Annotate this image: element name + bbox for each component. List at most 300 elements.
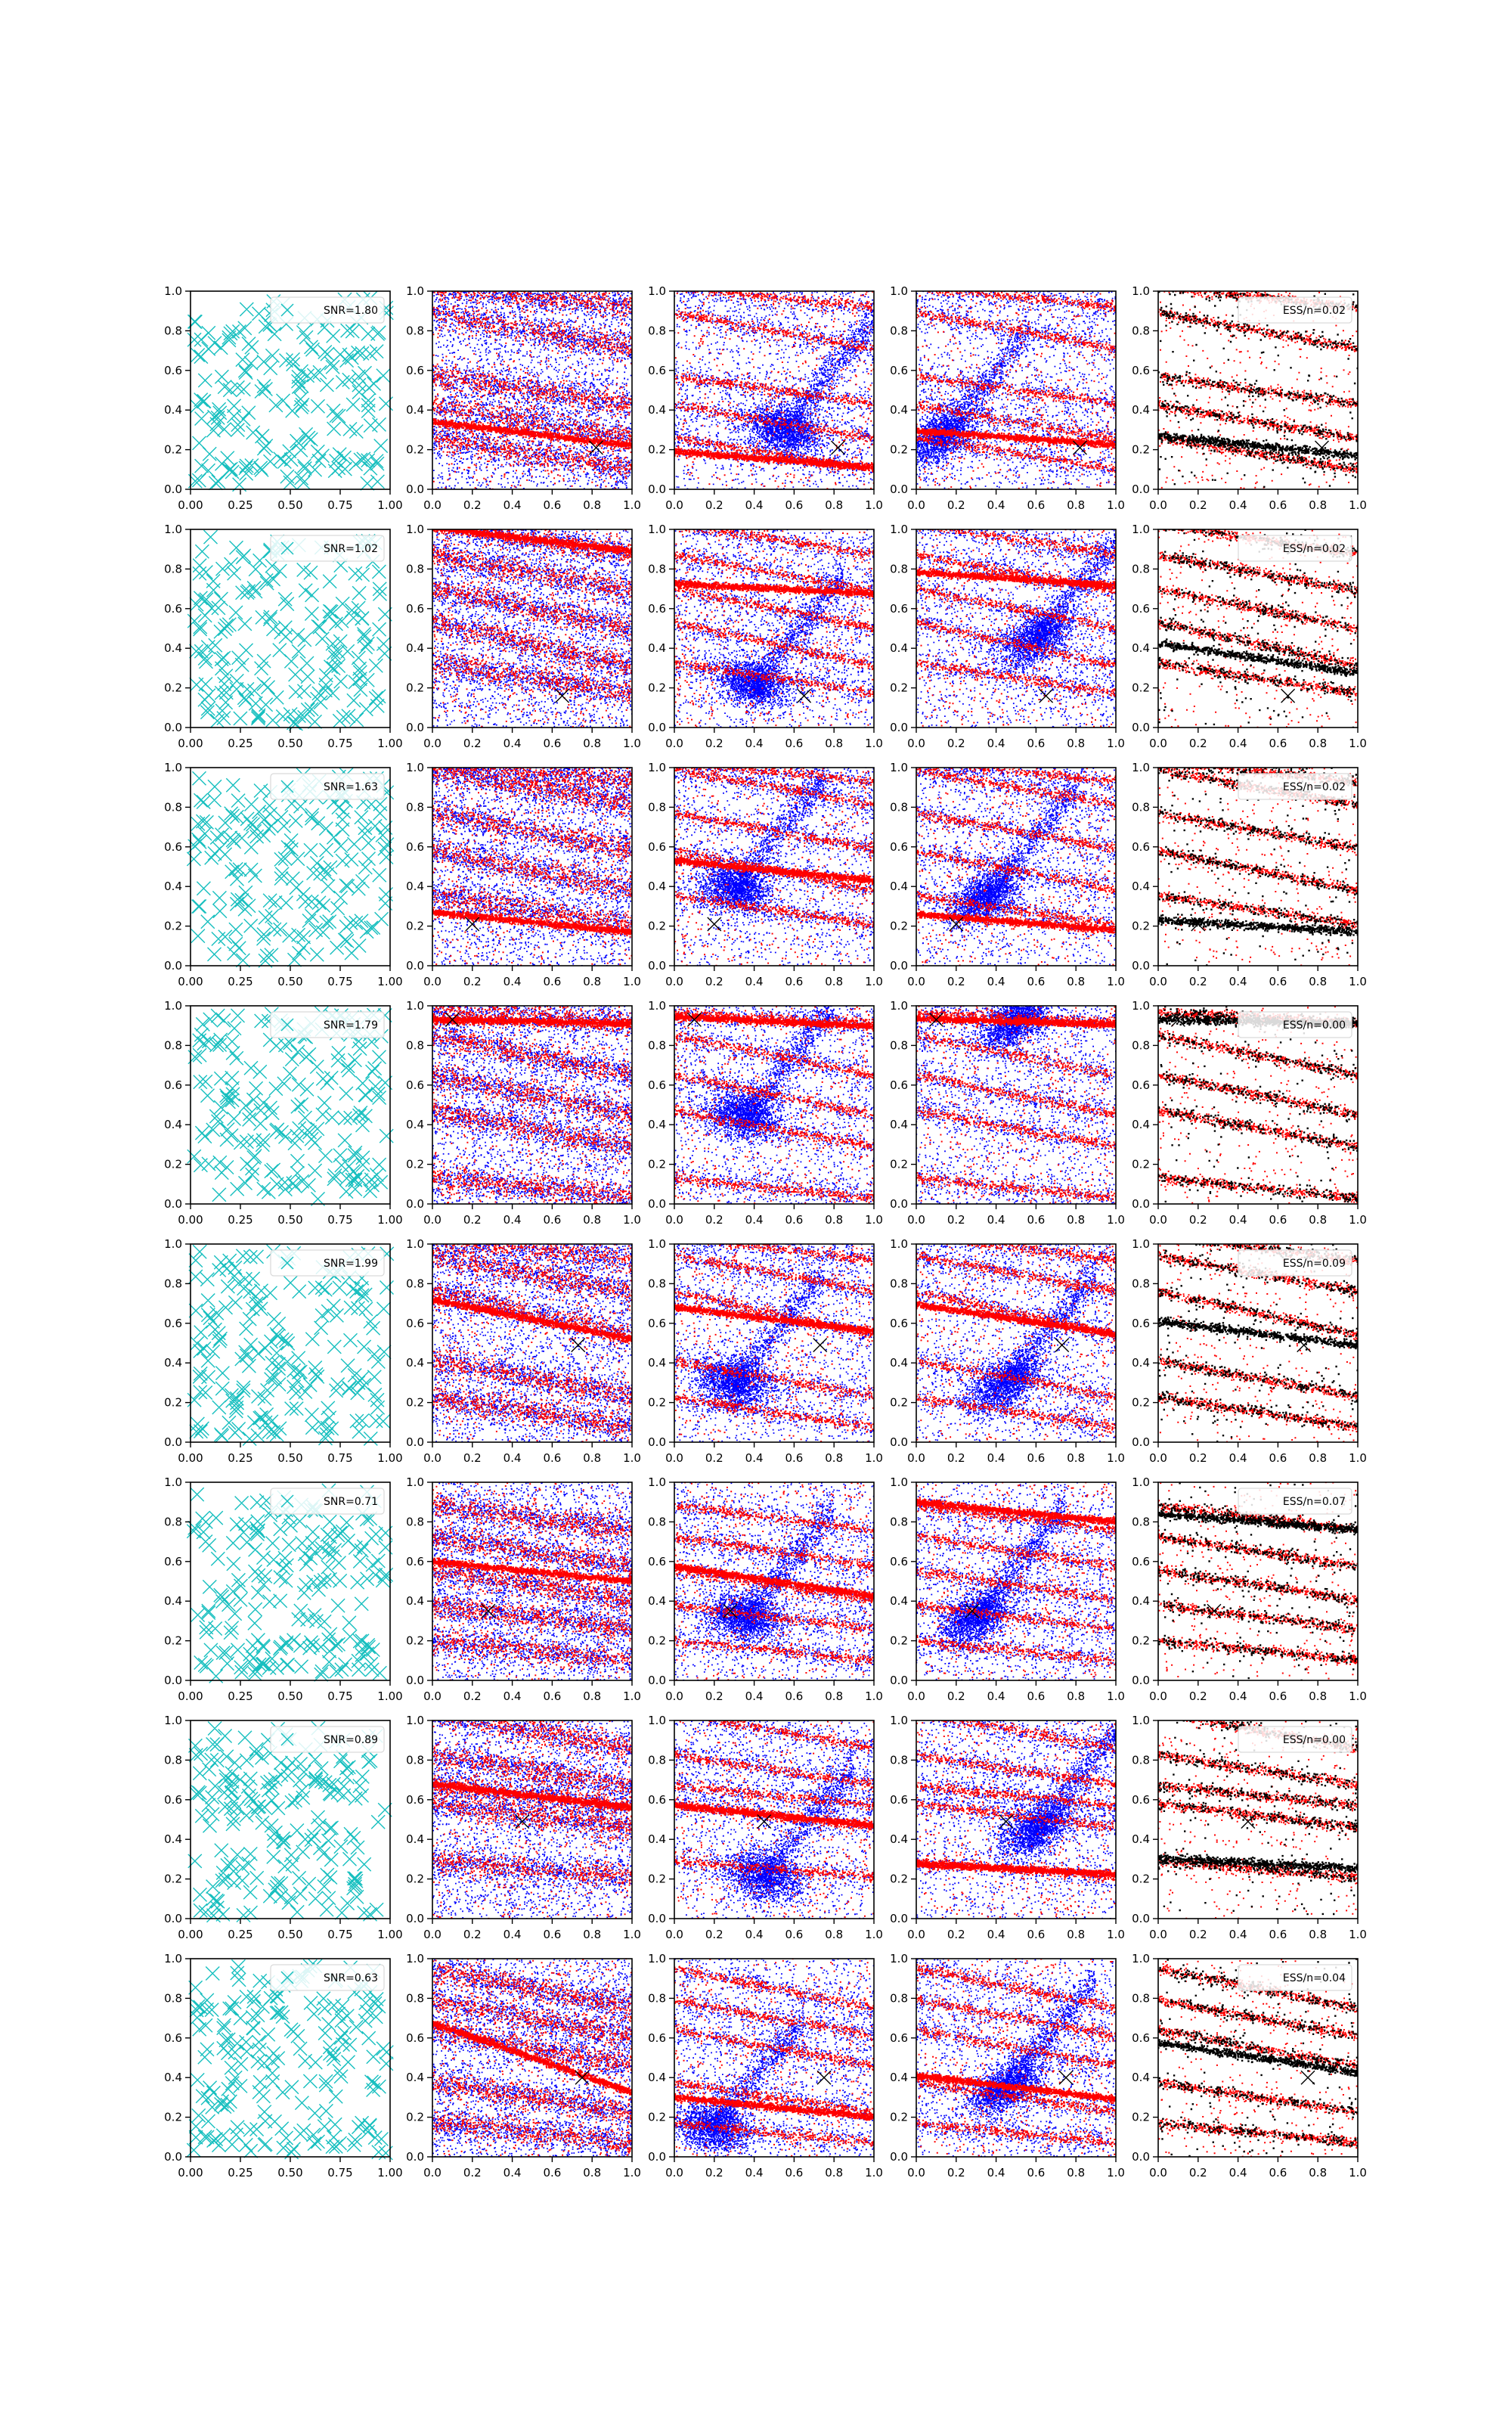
true-parameter-marker <box>516 1815 529 1829</box>
y-tick-label: 0.0 <box>890 1435 908 1449</box>
x-tick-label: 0.0 <box>1149 1928 1167 1941</box>
y-tick-label: 0.2 <box>890 681 908 695</box>
x-tick-label: 1.0 <box>1107 975 1125 988</box>
y-tick-label: 0.0 <box>1132 482 1150 496</box>
x-tick-label: 0.75 <box>327 737 353 750</box>
x-tick-label: 1.0 <box>865 2166 883 2180</box>
y-tick-label: 0.4 <box>1132 641 1150 656</box>
x-tick-label: 0.0 <box>665 1451 683 1465</box>
y-tick-label: 0.6 <box>406 363 424 377</box>
x-tick-label: 0.0 <box>907 975 925 988</box>
y-tick-label: 0.0 <box>890 482 908 496</box>
y-tick-label: 0.4 <box>648 1832 666 1847</box>
x-tick-label: 0.8 <box>825 498 844 512</box>
y-tick-label: 0.8 <box>890 1277 908 1291</box>
legend-label: SNR=1.99 <box>324 1258 378 1270</box>
true-parameter-marker <box>798 689 811 703</box>
x-tick-label: 0.6 <box>1269 1928 1287 1941</box>
x-tick-label: 0.2 <box>947 498 965 512</box>
x-tick-label: 0.6 <box>1269 498 1287 512</box>
y-tick-label: 0.4 <box>648 880 666 894</box>
x-tick-label: 0.8 <box>1067 2166 1086 2180</box>
x-tick-label: 0.2 <box>705 1689 723 1703</box>
scatter-points <box>432 290 633 490</box>
y-tick-label: 1.0 <box>164 999 182 1013</box>
y-tick-label: 0.6 <box>890 2031 908 2045</box>
x-tick-label: 0.2 <box>705 1451 723 1465</box>
y-tick-label: 0.8 <box>1132 562 1150 576</box>
y-tick-label: 0.2 <box>164 1157 182 1171</box>
x-tick-label: 0.6 <box>543 975 562 988</box>
y-tick-label: 0.2 <box>648 1872 666 1886</box>
x-tick-label: 0.8 <box>825 737 844 750</box>
red-points <box>674 1243 875 1442</box>
x-tick-label: 1.00 <box>377 2166 403 2180</box>
row-3-panel-4 <box>890 761 1125 988</box>
row-3-panel-3 <box>648 761 883 988</box>
y-tick-label: 0.0 <box>164 1435 182 1449</box>
x-tick-label: 0.00 <box>178 498 203 512</box>
x-tick-label: 0.50 <box>277 1451 303 1465</box>
x-tick-label: 0.0 <box>1149 2166 1167 2180</box>
row-1-panel-3 <box>648 284 883 512</box>
x-tick-label: 0.75 <box>327 975 353 988</box>
y-tick-label: 0.0 <box>1132 1912 1150 1925</box>
x-tick-label: 0.6 <box>543 1451 562 1465</box>
x-tick-label: 0.2 <box>1188 498 1207 512</box>
y-tick-label: 0.8 <box>406 324 424 338</box>
y-tick-label: 0.4 <box>164 2071 182 2085</box>
y-tick-label: 0.2 <box>164 1634 182 1648</box>
x-tick-label: 0.0 <box>665 1689 683 1703</box>
y-tick-label: 0.0 <box>164 2150 182 2164</box>
x-tick-label: 0.2 <box>1188 1928 1207 1941</box>
y-tick-label: 0.4 <box>1132 1594 1150 1609</box>
x-tick-label: 1.0 <box>623 975 641 988</box>
scatter-points <box>916 1243 1117 1443</box>
x-tick-label: 0.6 <box>1027 1689 1046 1703</box>
x-tick-label: 1.0 <box>1107 2166 1125 2180</box>
legend-label: ESS/n=0.02 <box>1282 543 1346 555</box>
row-6-panel-5 <box>1132 1475 1367 1703</box>
y-tick-label: 0.4 <box>890 403 908 417</box>
y-tick-label: 1.0 <box>648 1952 666 1965</box>
x-tick-label: 0.8 <box>1067 975 1086 988</box>
y-tick-label: 0.0 <box>648 959 666 973</box>
y-tick-label: 0.8 <box>1132 1277 1150 1291</box>
y-tick-label: 0.4 <box>406 2071 424 2085</box>
y-tick-label: 1.0 <box>890 1475 908 1489</box>
row-5-panel-5 <box>1132 1237 1367 1465</box>
row-6-panel-3 <box>648 1475 883 1703</box>
y-tick-label: 0.0 <box>890 1674 908 1687</box>
x-tick-label: 0.25 <box>228 1213 253 1227</box>
x-tick-label: 0.0 <box>1149 1213 1167 1227</box>
x-tick-label: 0.0 <box>423 498 442 512</box>
row-1-panel-4 <box>890 284 1125 512</box>
x-tick-label: 0.50 <box>277 2166 303 2180</box>
y-tick-label: 0.8 <box>890 1515 908 1529</box>
y-tick-label: 0.2 <box>1132 442 1150 457</box>
true-parameter-marker <box>1241 1815 1255 1829</box>
x-tick-label: 0.8 <box>825 2166 844 2180</box>
true-parameter-marker <box>813 1339 827 1352</box>
y-tick-label: 1.0 <box>406 1237 424 1251</box>
y-tick-label: 0.8 <box>890 800 908 814</box>
x-tick-label: 0.2 <box>463 737 482 750</box>
y-tick-label: 0.2 <box>890 1634 908 1648</box>
y-tick-label: 0.6 <box>1132 1078 1150 1092</box>
y-tick-label: 0.8 <box>164 1753 182 1767</box>
y-tick-label: 0.2 <box>648 2110 666 2124</box>
red-points <box>916 767 1117 966</box>
y-tick-label: 0.2 <box>648 1634 666 1648</box>
x-tick-label: 0.50 <box>277 737 303 750</box>
x-tick-label: 0.25 <box>228 1928 253 1941</box>
y-tick-label: 0.2 <box>890 1872 908 1886</box>
scatter-points <box>674 529 875 728</box>
red-points <box>916 290 1117 490</box>
y-tick-label: 0.4 <box>164 880 182 894</box>
y-tick-label: 1.0 <box>164 1952 182 1965</box>
scatter-points <box>674 767 875 966</box>
x-tick-label: 0.2 <box>947 2166 965 2180</box>
scatter-points <box>674 1481 875 1681</box>
row-1-design-points <box>164 284 403 512</box>
y-tick-label: 0.4 <box>164 641 182 656</box>
x-tick-label: 1.00 <box>377 1451 403 1465</box>
y-tick-label: 0.0 <box>648 482 666 496</box>
x-tick-label: 1.0 <box>865 1689 883 1703</box>
x-tick-label: 0.4 <box>745 1928 764 1941</box>
y-tick-label: 0.6 <box>1132 363 1150 377</box>
x-tick-label: 0.2 <box>463 1689 482 1703</box>
y-tick-label: 0.2 <box>890 1395 908 1410</box>
y-tick-label: 1.0 <box>1132 523 1150 536</box>
x-tick-label: 0.2 <box>1188 2166 1207 2180</box>
y-tick-label: 0.0 <box>648 1912 666 1925</box>
row-4-panel-4 <box>890 999 1125 1227</box>
x-tick-label: 0.2 <box>705 737 723 750</box>
y-tick-label: 0.0 <box>406 1674 424 1687</box>
y-tick-label: 0.8 <box>406 562 424 576</box>
x-tick-label: 0.2 <box>1188 737 1207 750</box>
row-8-panel-4 <box>890 1952 1125 2180</box>
scatter-points <box>674 1720 875 1919</box>
scatter-points <box>916 1005 1117 1205</box>
y-tick-label: 0.8 <box>648 800 666 814</box>
scatter-points <box>432 1005 633 1205</box>
y-tick-label: 0.2 <box>406 1634 424 1648</box>
y-tick-label: 0.0 <box>1132 2150 1150 2164</box>
x-tick-label: 1.0 <box>1349 1689 1367 1703</box>
x-tick-label: 0.6 <box>543 498 562 512</box>
x-tick-label: 0.4 <box>745 1451 764 1465</box>
y-tick-label: 0.2 <box>1132 681 1150 695</box>
y-tick-label: 0.6 <box>406 1078 424 1092</box>
row-6-panel-2 <box>406 1475 641 1703</box>
x-tick-label: 0.8 <box>1309 975 1328 988</box>
x-tick-label: 0.8 <box>583 1213 602 1227</box>
x-tick-label: 0.0 <box>423 1451 442 1465</box>
y-tick-label: 1.0 <box>164 761 182 774</box>
y-tick-label: 0.6 <box>406 1316 424 1330</box>
x-tick-label: 0.2 <box>705 498 723 512</box>
y-tick-label: 0.2 <box>406 442 424 457</box>
x-tick-label: 0.2 <box>1188 1213 1207 1227</box>
y-tick-label: 0.4 <box>1132 403 1150 417</box>
legend-label: ESS/n=0.04 <box>1282 1972 1346 1984</box>
x-tick-label: 0.2 <box>705 1213 723 1227</box>
y-tick-label: 1.0 <box>890 999 908 1013</box>
x-tick-label: 1.0 <box>865 498 883 512</box>
x-tick-label: 1.0 <box>1349 498 1367 512</box>
x-tick-label: 0.00 <box>178 1689 203 1703</box>
x-tick-label: 1.0 <box>865 1928 883 1941</box>
x-tick-label: 0.00 <box>178 975 203 988</box>
y-tick-label: 0.0 <box>164 1674 182 1687</box>
y-tick-label: 1.0 <box>890 1714 908 1727</box>
x-tick-label: 0.8 <box>1309 2166 1328 2180</box>
y-tick-label: 0.2 <box>890 2110 908 2124</box>
x-tick-label: 0.2 <box>705 975 723 988</box>
y-tick-label: 0.6 <box>648 363 666 377</box>
x-tick-label: 0.2 <box>1188 1689 1207 1703</box>
x-tick-label: 0.25 <box>228 1451 253 1465</box>
y-tick-label: 0.6 <box>1132 2031 1150 2045</box>
y-tick-label: 1.0 <box>164 1714 182 1727</box>
y-tick-label: 0.0 <box>890 721 908 734</box>
scatter-points <box>674 1005 875 1204</box>
y-tick-label: 0.4 <box>890 880 908 894</box>
row-4-panel-2 <box>406 999 641 1227</box>
y-tick-label: 0.2 <box>164 1872 182 1886</box>
axes-frame <box>916 768 1116 966</box>
y-tick-label: 1.0 <box>648 284 666 298</box>
x-tick-label: 0.6 <box>1269 1213 1287 1227</box>
y-tick-label: 0.0 <box>406 2150 424 2164</box>
y-tick-label: 0.0 <box>406 1435 424 1449</box>
row-4-design-points <box>164 999 403 1227</box>
x-tick-label: 0.8 <box>825 1689 844 1703</box>
x-tick-label: 0.4 <box>503 1451 522 1465</box>
y-tick-label: 1.0 <box>406 999 424 1013</box>
y-tick-label: 0.4 <box>648 641 666 656</box>
y-tick-label: 0.6 <box>406 839 424 854</box>
y-tick-label: 0.4 <box>406 403 424 417</box>
x-tick-label: 0.4 <box>503 975 522 988</box>
x-tick-label: 0.4 <box>503 498 522 512</box>
x-tick-label: 1.00 <box>377 498 403 512</box>
x-tick-label: 0.50 <box>277 975 303 988</box>
y-tick-label: 0.4 <box>406 641 424 656</box>
x-tick-label: 0.0 <box>423 975 442 988</box>
x-tick-label: 1.0 <box>623 1928 641 1941</box>
y-tick-label: 0.0 <box>648 1435 666 1449</box>
x-tick-label: 0.2 <box>463 498 482 512</box>
x-tick-label: 0.0 <box>423 2166 442 2180</box>
y-tick-label: 0.6 <box>1132 601 1150 616</box>
y-tick-label: 0.6 <box>1132 1554 1150 1568</box>
x-tick-label: 1.0 <box>1349 2166 1367 2180</box>
x-tick-label: 0.2 <box>947 1213 965 1227</box>
row-5-design-points <box>164 1237 403 1465</box>
y-tick-label: 0.8 <box>164 1991 182 2006</box>
y-tick-label: 0.8 <box>406 1753 424 1767</box>
x-tick-label: 0.75 <box>327 1928 353 1941</box>
true-parameter-marker <box>1059 2071 1073 2084</box>
true-parameter-marker <box>817 2071 831 2084</box>
y-tick-label: 0.4 <box>1132 2071 1150 2085</box>
y-tick-label: 0.6 <box>648 601 666 616</box>
y-tick-label: 1.0 <box>406 1475 424 1489</box>
row-5-panel-3 <box>648 1237 883 1465</box>
x-tick-label: 1.0 <box>1107 1451 1125 1465</box>
x-tick-label: 0.8 <box>825 1213 844 1227</box>
x-tick-label: 0.50 <box>277 1928 303 1941</box>
y-tick-label: 0.0 <box>164 721 182 734</box>
y-tick-label: 0.4 <box>164 403 182 417</box>
x-tick-label: 0.4 <box>503 2166 522 2180</box>
scatter-points <box>432 1720 633 1919</box>
x-tick-label: 0.75 <box>327 2166 353 2180</box>
blue-points <box>432 290 633 490</box>
x-tick-label: 0.0 <box>1149 1689 1167 1703</box>
scatter-points <box>916 290 1117 490</box>
x-tick-label: 0.2 <box>463 2166 482 2180</box>
row-8-design-points <box>164 1952 403 2180</box>
y-tick-label: 0.0 <box>406 1912 424 1925</box>
x-tick-label: 1.0 <box>623 1689 641 1703</box>
x-tick-label: 0.8 <box>825 1928 844 1941</box>
scatter-points <box>432 529 633 728</box>
y-tick-label: 0.8 <box>1132 1753 1150 1767</box>
true-parameter-marker <box>708 917 721 931</box>
x-tick-label: 1.0 <box>1349 1451 1367 1465</box>
y-tick-label: 1.0 <box>1132 1475 1150 1489</box>
y-tick-label: 0.4 <box>890 1594 908 1609</box>
x-tick-label: 1.0 <box>1107 1213 1125 1227</box>
y-tick-label: 1.0 <box>890 1952 908 1965</box>
y-tick-label: 0.0 <box>406 721 424 734</box>
row-3-panel-5 <box>1132 761 1367 988</box>
x-tick-label: 1.0 <box>865 975 883 988</box>
x-tick-label: 0.25 <box>228 975 253 988</box>
blue-points <box>916 767 1117 966</box>
y-tick-label: 0.6 <box>890 839 908 854</box>
x-tick-label: 0.0 <box>665 737 683 750</box>
x-tick-label: 0.50 <box>277 498 303 512</box>
x-tick-label: 0.6 <box>1269 2166 1287 2180</box>
y-tick-label: 1.0 <box>406 1714 424 1727</box>
y-tick-label: 0.2 <box>648 1157 666 1171</box>
x-tick-label: 1.00 <box>377 1928 403 1941</box>
y-tick-label: 0.6 <box>164 1316 182 1330</box>
legend-label: ESS/n=0.00 <box>1282 1734 1346 1746</box>
y-tick-label: 0.6 <box>890 601 908 616</box>
x-tick-label: 0.6 <box>1269 975 1287 988</box>
y-tick-label: 0.4 <box>164 1594 182 1609</box>
x-tick-label: 0.8 <box>1309 1928 1328 1941</box>
x-tick-label: 0.4 <box>745 498 764 512</box>
x-tick-label: 0.4 <box>1228 1689 1247 1703</box>
x-tick-label: 0.6 <box>785 737 804 750</box>
x-tick-label: 0.4 <box>745 1689 764 1703</box>
y-tick-label: 0.4 <box>890 1356 908 1370</box>
y-tick-label: 0.0 <box>1132 1435 1150 1449</box>
x-tick-label: 0.75 <box>327 1213 353 1227</box>
y-tick-label: 0.0 <box>648 1674 666 1687</box>
x-tick-label: 0.8 <box>583 1928 602 1941</box>
y-tick-label: 0.6 <box>648 1792 666 1807</box>
x-tick-label: 0.2 <box>463 1213 482 1227</box>
y-tick-label: 1.0 <box>890 1237 908 1251</box>
y-tick-label: 0.8 <box>164 562 182 576</box>
y-tick-label: 1.0 <box>406 761 424 774</box>
x-tick-label: 0.4 <box>503 1928 522 1941</box>
y-tick-label: 0.6 <box>406 1554 424 1568</box>
red-points <box>432 1720 633 1919</box>
y-tick-label: 0.4 <box>890 1832 908 1847</box>
scatter-points <box>916 1720 1117 1919</box>
y-tick-label: 0.0 <box>1132 1197 1150 1211</box>
x-tick-label: 0.8 <box>1309 1689 1328 1703</box>
row-8-panel-2 <box>406 1952 641 2180</box>
x-tick-label: 0.00 <box>178 2166 203 2180</box>
y-tick-label: 0.2 <box>890 919 908 933</box>
y-tick-label: 0.4 <box>1132 1356 1150 1370</box>
y-tick-label: 0.2 <box>164 681 182 695</box>
x-tick-label: 1.00 <box>377 975 403 988</box>
x-tick-label: 0.6 <box>1269 1451 1287 1465</box>
y-tick-label: 0.8 <box>406 1038 424 1053</box>
x-tick-label: 0.4 <box>987 1451 1005 1465</box>
row-3-panel-2 <box>406 761 641 988</box>
x-tick-label: 0.0 <box>665 2166 683 2180</box>
x-tick-label: 0.0 <box>1149 737 1167 750</box>
y-tick-label: 0.6 <box>406 1792 424 1807</box>
x-tick-label: 0.0 <box>423 1689 442 1703</box>
x-tick-label: 0.4 <box>1228 1451 1247 1465</box>
legend-label: SNR=1.79 <box>324 1019 378 1032</box>
y-tick-label: 0.8 <box>648 324 666 338</box>
x-tick-label: 0.4 <box>1228 1213 1247 1227</box>
y-tick-label: 1.0 <box>406 523 424 536</box>
y-tick-label: 0.4 <box>164 1832 182 1847</box>
row-3-design-points <box>164 761 403 988</box>
y-tick-label: 0.4 <box>1132 1118 1150 1132</box>
blue-points <box>674 529 875 728</box>
x-tick-label: 0.8 <box>1309 498 1328 512</box>
y-tick-label: 0.4 <box>890 1118 908 1132</box>
row-2-panel-3 <box>648 523 883 750</box>
legend-label: ESS/n=0.07 <box>1282 1496 1346 1508</box>
x-tick-label: 0.25 <box>228 2166 253 2180</box>
y-tick-label: 0.2 <box>890 1157 908 1171</box>
y-tick-label: 0.8 <box>648 1277 666 1291</box>
y-tick-label: 0.0 <box>406 482 424 496</box>
x-tick-label: 0.4 <box>1228 498 1247 512</box>
scatter-points <box>432 1243 633 1443</box>
x-tick-label: 0.25 <box>228 498 253 512</box>
x-tick-label: 0.8 <box>583 1689 602 1703</box>
y-tick-label: 0.6 <box>164 363 182 377</box>
y-tick-label: 0.2 <box>648 681 666 695</box>
y-tick-label: 1.0 <box>164 284 182 298</box>
y-tick-label: 0.4 <box>406 1594 424 1609</box>
row-5-panel-4 <box>890 1237 1125 1465</box>
y-tick-label: 0.8 <box>648 1753 666 1767</box>
